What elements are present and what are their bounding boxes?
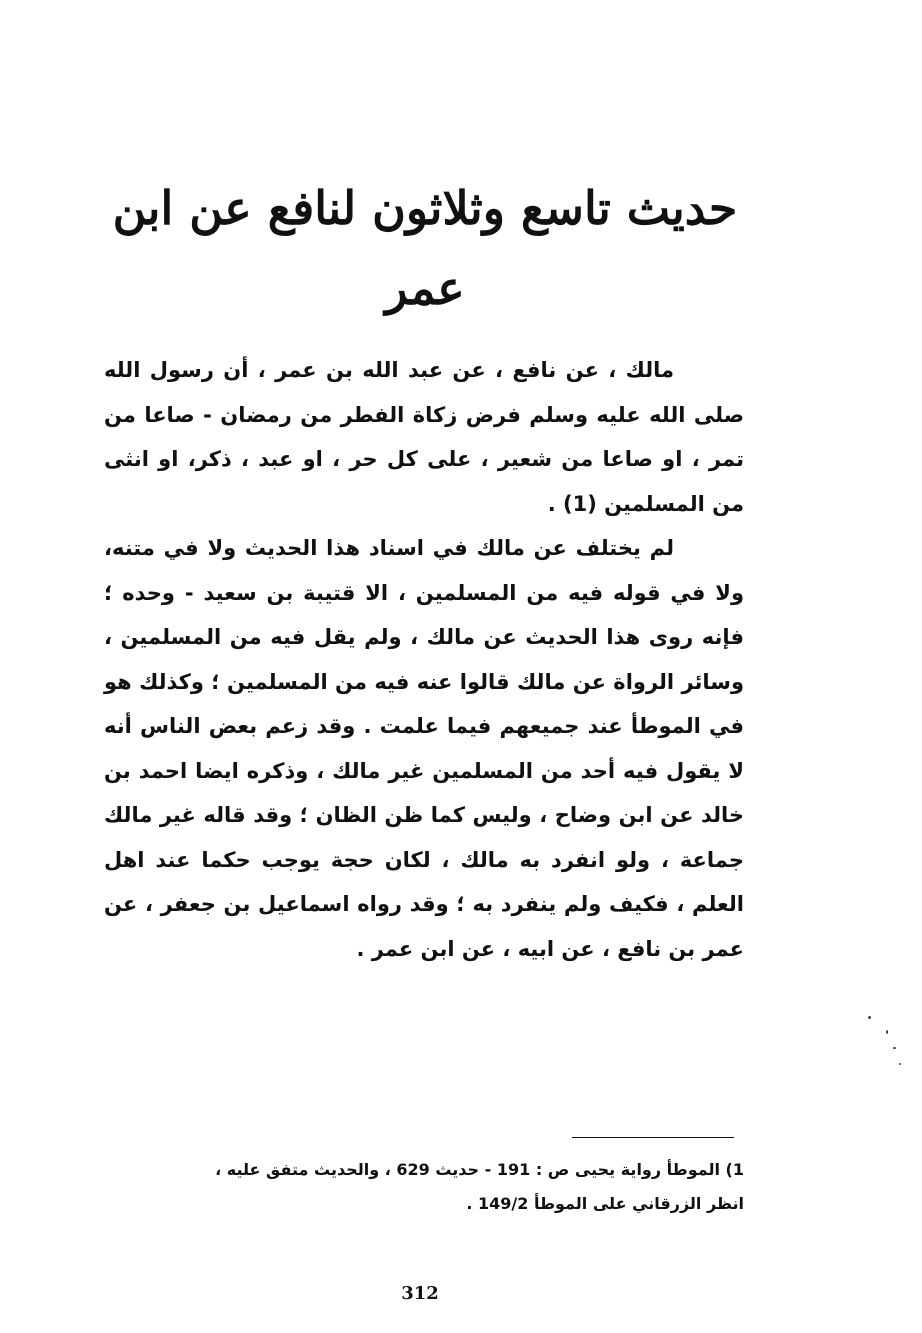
footnote	[104, 1153, 744, 1221]
paragraph-commentary: لم يختلف عن مالك في اسناد هذا الحديث ولا في متنه، ولا في قوله فيه من المسلمين ، الا قتيبة بن سعيد - وحده ؛ فإنه روى هذا الحديث عن مالك ، ولم يقل فيه من المسلمين ، وسائر الرواة عن مالك قالوا عنه فيه من المسلمين ؛ وكذلك هو في الموطأ عند جميعهم فيما علمت . وقد زعم بعض الناس أنه لا يقول فيه أحد من المسلمين غير مالك ، وذكره ايضا احمد بن خالد عن ابن وضاح ، وليس كما ظن الظان ؛ وقد قاله غير مالك جماعة ، ولو انفرد به مالك ، لكان حجة يوجب حكما عند اهل العلم ، فكيف ولم ينفرد به ؛ وقد رواه اسماعيل بن جعفر ، عن عمر بن نافع ، عن ابيه ، عن ابن عمر .	[104, 536, 744, 961]
paragraph-hadith: مالك ، عن نافع ، عن عبد الله بن عمر ، أن رسول الله صلى الله عليه وسلم فرض زكاة الفطر من رمضان - صاعا من تمر ، او صاعا من شعير ، على كل حر ، او عبد ، ذكر، او انثى من المسلمين (1) .	[104, 358, 744, 516]
footnote-line-2: انظر الزرقاني على الموطأ 149/2 .	[466, 1194, 744, 1213]
page-title: حديث تاسع وثلاثون لنافع عن ابن عمر	[112, 181, 738, 315]
scan-speck	[899, 1063, 901, 1065]
scan-speck	[868, 1016, 871, 1019]
footnote-line-1: 1) الموطأ رواية يحيى ص : 191 - حديث 629 ، والحديث متفق عليه ،	[215, 1160, 744, 1179]
footnote-divider	[572, 1137, 734, 1138]
scan-speck	[893, 1047, 896, 1049]
page-number: 312	[401, 1283, 439, 1304]
scan-speck	[886, 1030, 888, 1034]
body-text	[104, 348, 744, 971]
